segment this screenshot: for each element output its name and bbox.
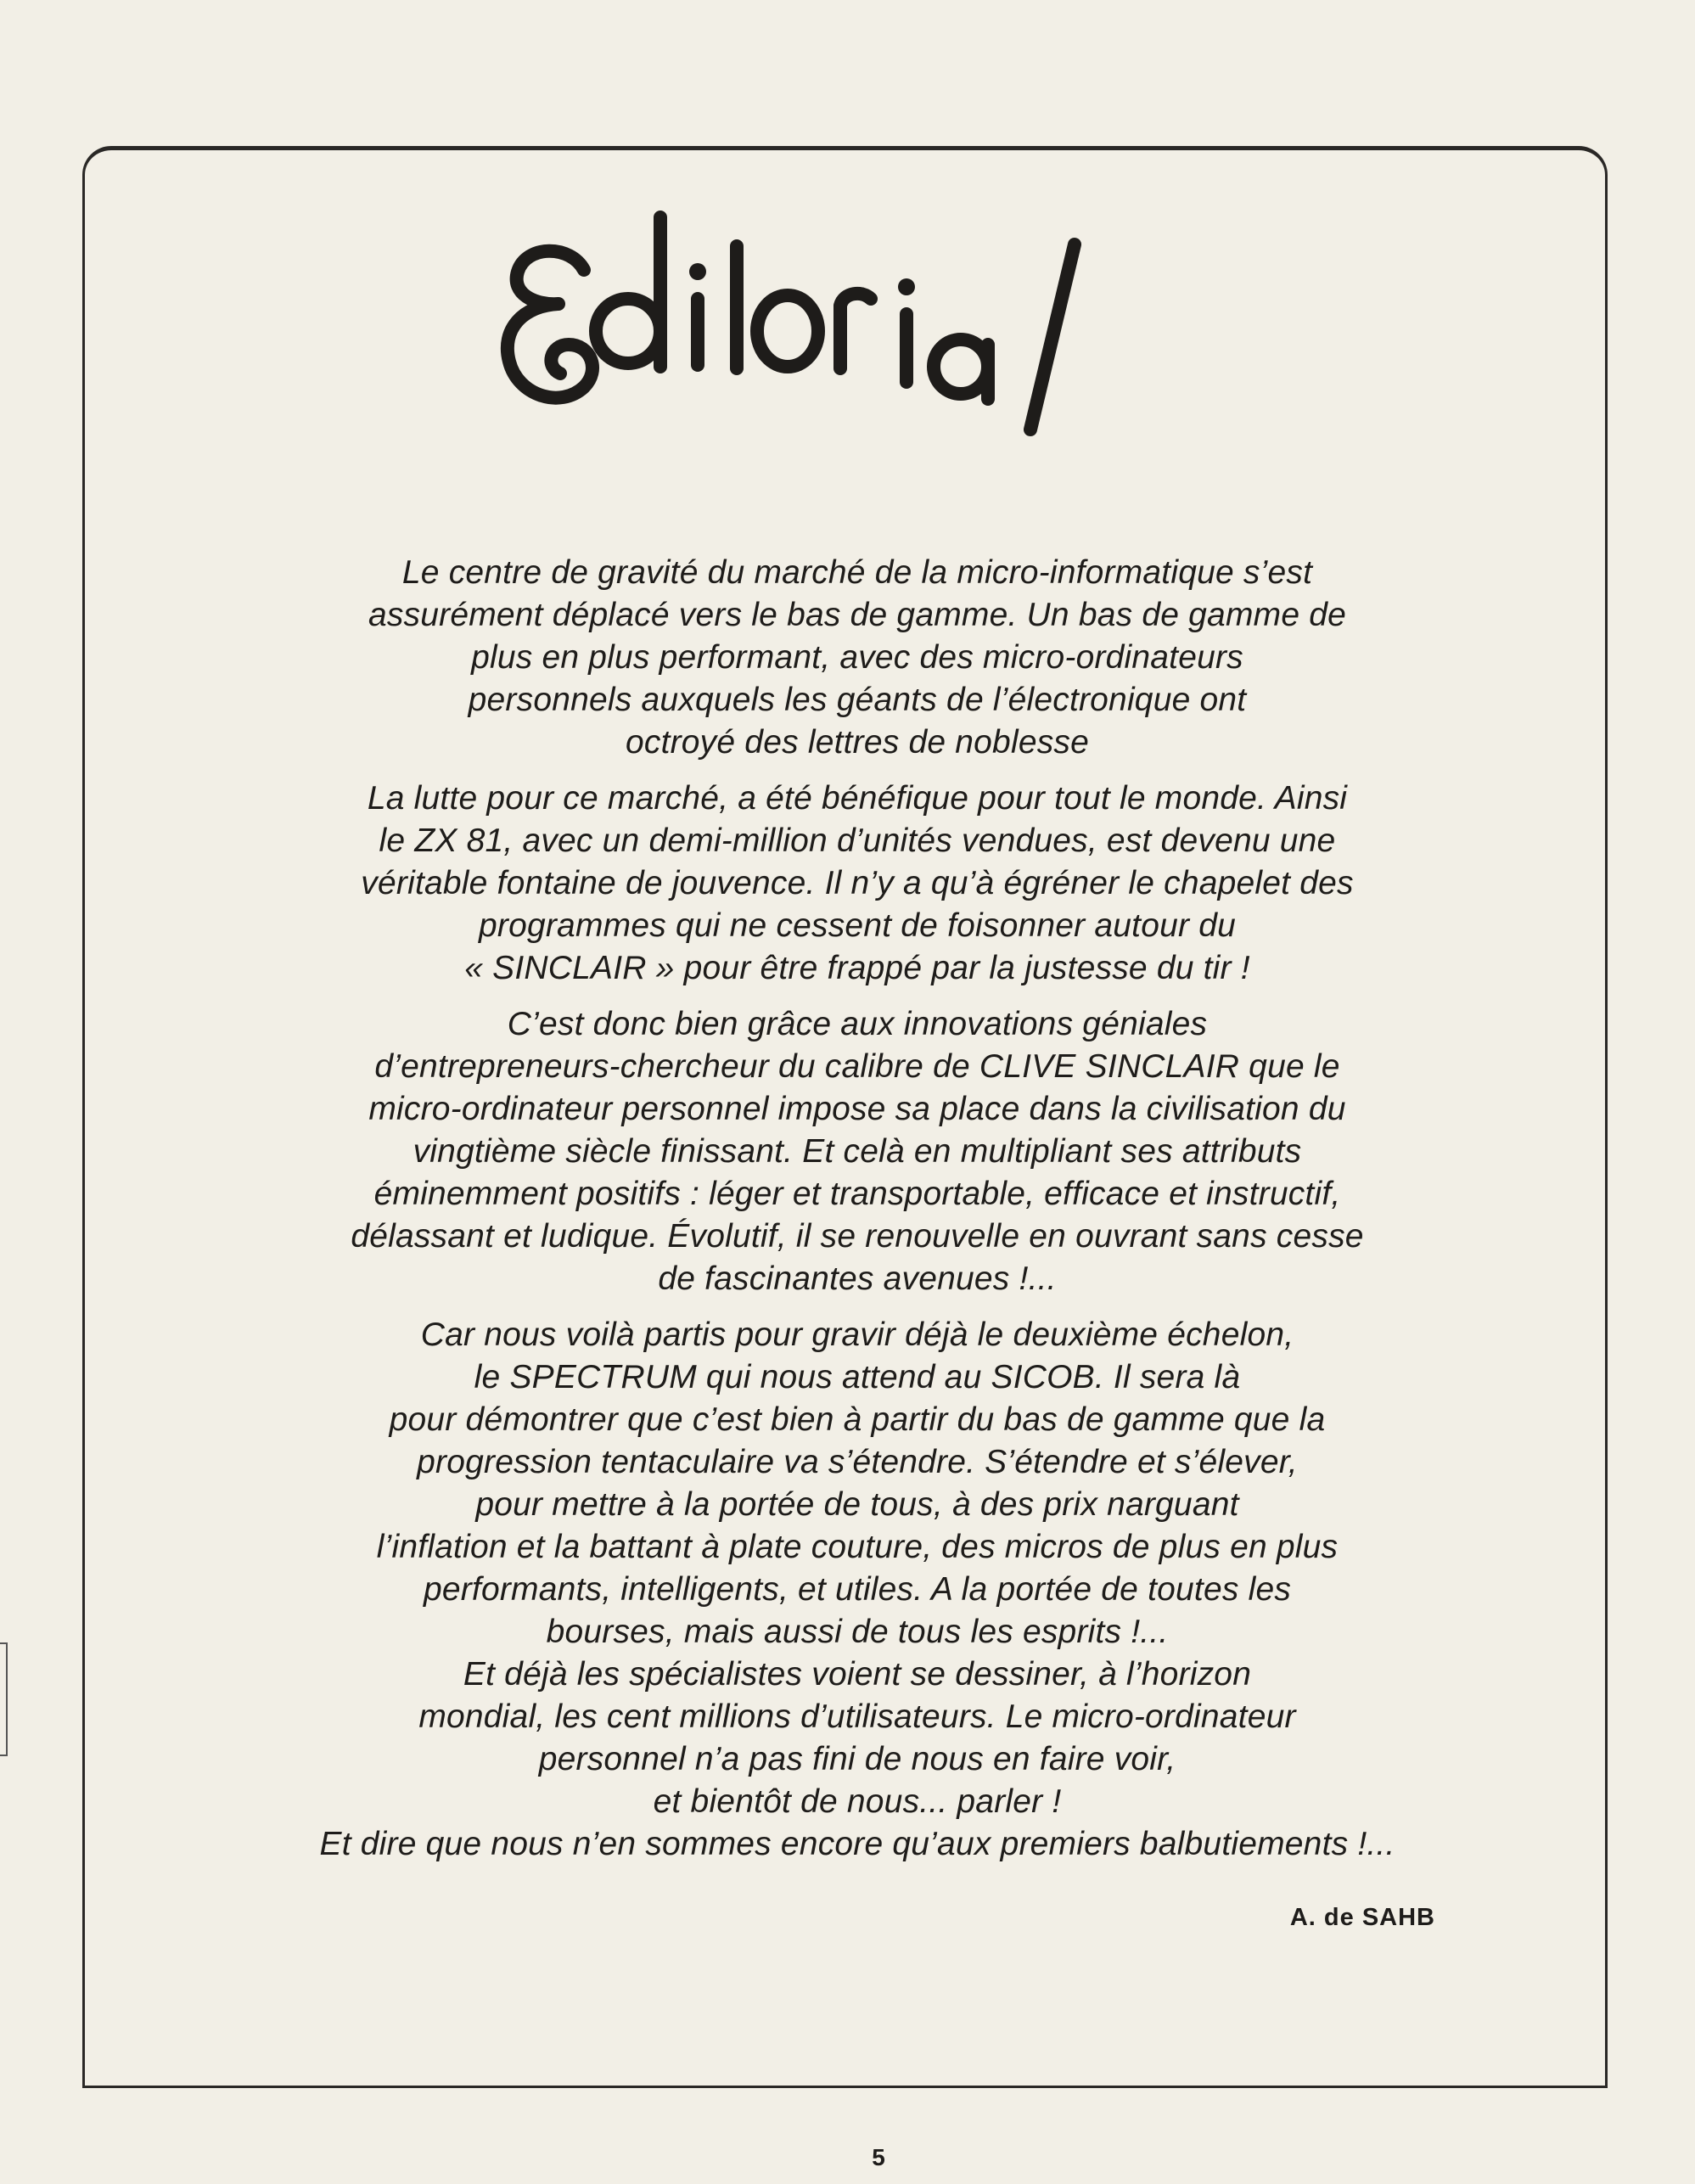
text-line: plus en plus performant, avec des micro-ordinateurs: [471, 639, 1243, 676]
text-line: Et dire que nous n’en sommes encore qu’aux premiers balbutiements !...: [319, 1826, 1395, 1862]
page-edge-mark: [0, 1642, 8, 1756]
paragraph-4: [246, 1314, 1468, 1866]
text-line: personnel n’a pas fini de nous en faire voir,: [538, 1741, 1176, 1777]
text-line: véritable fontaine de jouvence. Il n’y a qu’à égréner le chapelet des: [361, 865, 1354, 901]
text-line: mondial, les cent millions d’utilisateurs. Le micro-ordinateur: [418, 1698, 1296, 1735]
text-line: programmes qui ne cessent de foisonner autour du: [479, 907, 1236, 944]
text-line: La lutte pour ce marché, a été bénéfique pour tout le monde. Ainsi: [367, 780, 1348, 817]
text-line: Le centre de gravité du marché de la micro-informatique s’est: [401, 554, 1313, 591]
text-line: octroyé des lettres de noblesse: [625, 724, 1089, 761]
text-line: Car nous voilà partis pour gravir déjà le deuxième échelon,: [420, 1317, 1294, 1353]
text-line: éminemment positifs : léger et transportable, efficace et instructif,: [373, 1176, 1341, 1212]
text-line: micro-ordinateur personnel impose sa place dans la civilisation du: [368, 1091, 1346, 1127]
page-number: 5: [872, 2144, 885, 2170]
text-line: et bientôt de nous... parler !: [653, 1783, 1062, 1820]
text-line: progression tentaculaire va s’étendre. S’étendre et s’élever,: [417, 1444, 1298, 1480]
text-line: bourses, mais aussi de tous les esprits !...: [546, 1614, 1169, 1650]
editorial-body: [246, 552, 1468, 1866]
text-line: pour démontrer que c’est bien à partir du bas de gamme que la: [389, 1401, 1326, 1438]
text-line: d’entrepreneurs-chercheur du calibre de CLIVE SINCLAIR que le: [374, 1048, 1340, 1085]
paragraph-3: [246, 1003, 1468, 1300]
text-line: le SPECTRUM qui nous attend au SICOB. Il sera là: [474, 1359, 1241, 1395]
text-line: « SINCLAIR » pour être frappé par la justesse du tir !: [464, 950, 1250, 986]
text-line: vingtième siècle finissant. Et celà en multipliant ses attributs: [413, 1133, 1302, 1170]
text-line: assurément déplacé vers le bas de gamme. Un bas de gamme de: [368, 597, 1347, 633]
text-line: Et déjà les spécialistes voient se dessiner, à l’horizon: [463, 1656, 1252, 1693]
paragraph-2: [246, 778, 1468, 990]
author-signature: A. de SAHB: [1289, 1904, 1435, 1931]
text-line: C’est donc bien grâce aux innovations géniales: [507, 1006, 1208, 1042]
text-line: performants, intelligents, et utiles. A la portée de toutes les: [423, 1571, 1292, 1608]
editorial-title: [475, 187, 1171, 458]
text-line: pour mettre à la portée de tous, à des prix narguant: [475, 1486, 1239, 1523]
text-line: le ZX 81, avec un demi-million d’unités vendues, est devenu une: [379, 823, 1336, 859]
paragraph-1: [246, 552, 1468, 764]
editorial-title-lettering: [475, 187, 1171, 458]
text-line: délassant et ludique. Évolutif, il se renouvelle en ouvrant sans cesse: [351, 1218, 1364, 1255]
text-line: l’inflation et la battant à plate couture, des micros de plus en plus: [376, 1529, 1339, 1565]
text-line: personnels auxquels les géants de l’électronique ont: [468, 682, 1247, 718]
text-line: de fascinantes avenues !...: [658, 1260, 1057, 1297]
